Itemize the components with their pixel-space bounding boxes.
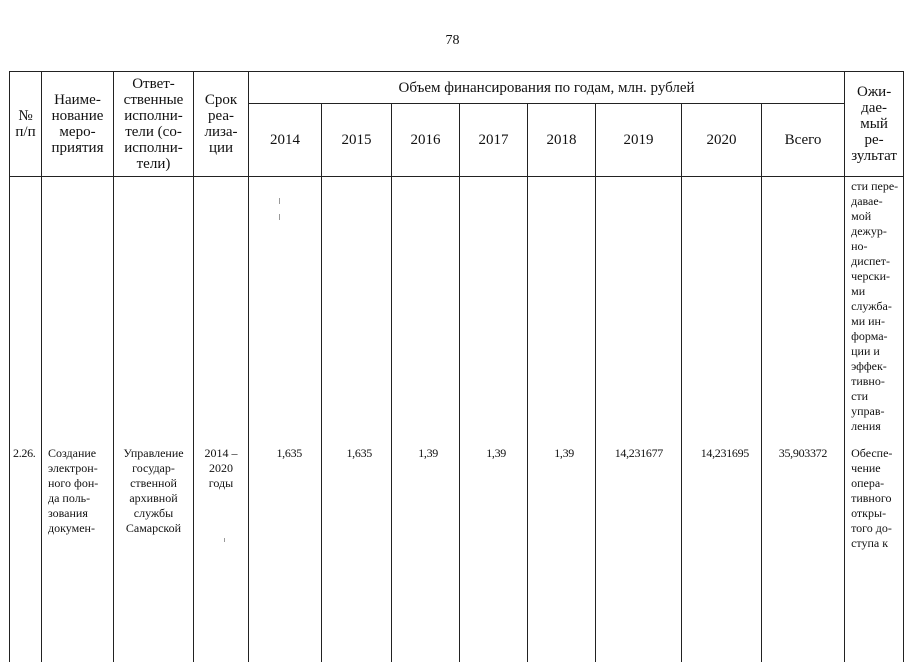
cont-cell (10, 177, 42, 435)
header-year-2018: 2018 (528, 104, 596, 177)
row-value-2016 (392, 434, 460, 662)
value-2018: 1,39 (554, 446, 574, 460)
cont-cell (114, 177, 194, 435)
header-year-2019: 2019 (596, 104, 682, 177)
value-2020: 14,231695 (700, 446, 749, 460)
value-2015: 1,635 (346, 446, 372, 460)
header-result: Ожи- дае- мый ре- зультат (845, 72, 904, 177)
continuation-result-cell (845, 177, 904, 435)
row-name: Создание электрон- ного фон- да поль- зования докумен- (48, 446, 99, 535)
table-row (10, 434, 904, 662)
row-value-2017 (460, 434, 528, 662)
row-value-2015 (322, 434, 392, 662)
row-result-cell (845, 434, 904, 662)
row-term-cell (194, 434, 249, 662)
row-num-cell (10, 434, 42, 662)
cont-cell (194, 177, 249, 435)
cont-cell (322, 177, 392, 435)
header-funding-group: Объем финансирования по годам, млн. рублей (249, 72, 845, 104)
scan-artifact (224, 538, 225, 542)
continuation-result-text: сти пере- давае- мой дежур- но- диспет- черски- ми служба- ми ин- форма- ции и эффек- тивно- сти управ- ления (851, 179, 899, 433)
header-year-2014: 2014 (249, 104, 322, 177)
value-2014: 1,635 (276, 446, 302, 460)
row-value-2019 (596, 434, 682, 662)
funding-table (9, 71, 904, 662)
header-year-2016: 2016 (392, 104, 460, 177)
row-value-2020 (682, 434, 762, 662)
row-name-cell (42, 434, 114, 662)
header-year-2015: 2015 (322, 104, 392, 177)
row-term: 2014 – 2020 годы (204, 446, 238, 490)
row-value-2014 (249, 434, 322, 662)
header-responsible: Ответ- ственные исполни- тели (со- исполни- тели) (114, 72, 194, 177)
scan-artifact (279, 198, 280, 204)
row-value-2018 (528, 434, 596, 662)
cont-cell (392, 177, 460, 435)
header-year-2020: 2020 (682, 104, 762, 177)
row-responsible: Управление государ- ственной архивной службы Самарской (123, 446, 184, 535)
header-total: Всего (762, 104, 845, 177)
scan-artifact (279, 214, 280, 220)
header-name: Наиме- нование меро- приятия (42, 72, 114, 177)
header-num: № п/п (10, 72, 42, 177)
cont-cell (460, 177, 528, 435)
page-number: 78 (445, 33, 460, 48)
cont-cell (682, 177, 762, 435)
row-value-total (762, 434, 845, 662)
cont-cell (528, 177, 596, 435)
row-responsible-cell (114, 434, 194, 662)
value-2016: 1,39 (418, 446, 438, 460)
cont-cell (249, 177, 322, 435)
value-2019: 14,231677 (614, 446, 663, 460)
header-term: Срок реа- лиза- ции (194, 72, 249, 177)
value-total: 35,903372 (778, 446, 828, 460)
cont-cell (596, 177, 682, 435)
cont-cell (42, 177, 114, 435)
table-row (10, 177, 904, 435)
value-2017: 1,39 (486, 446, 506, 460)
header-year-2017: 2017 (460, 104, 528, 177)
cont-cell (762, 177, 845, 435)
row-num: 2.26. (13, 446, 36, 460)
row-result: Обеспе- чение опера- тивного откры- того до- ступа к (851, 446, 893, 550)
